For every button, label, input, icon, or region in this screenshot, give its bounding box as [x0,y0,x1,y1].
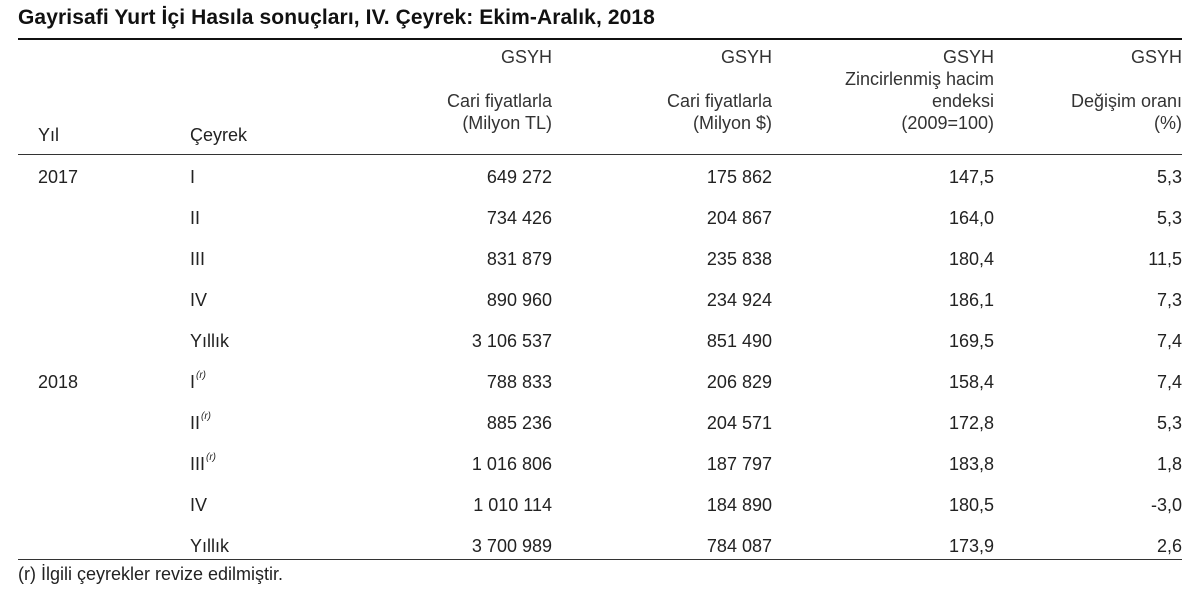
cell-current-prices-tl: 3 106 537 [471,331,552,351]
header-line: endeksi [931,91,994,111]
header-volume-index [845,46,994,134]
header-line: (2009=100) [901,113,994,133]
cell-change-rate: 5,3 [1156,208,1182,228]
quarter-label: III [190,454,206,474]
header-line [667,68,772,90]
header-year: Yıl [38,125,60,145]
header-line: GSYH [500,47,552,67]
cell-quarter [190,494,207,516]
quarter-label: IV [190,495,208,515]
quarter-label: IV [190,290,208,310]
header-line: Zincirlenmiş hacim [844,69,994,89]
quarter-label: I [190,167,196,187]
cell-change-rate: 7,4 [1156,331,1182,351]
cell-current-prices-tl: 1 010 114 [473,495,552,515]
cell-volume-index: 169,5 [948,331,994,351]
cell-current-prices-usd: 187 797 [706,454,772,474]
cell-current-prices-usd: 235 838 [706,249,772,269]
header-line: GSYH [942,47,994,67]
cell-current-prices-tl: 890 960 [486,290,552,310]
header-current-prices-tl [447,46,552,134]
cell-volume-index: 186,1 [948,290,994,310]
cell-current-prices-usd: 206 829 [706,372,772,392]
cell-current-prices-usd: 204 571 [706,413,772,433]
header-line: Cari fiyatlarla [666,91,772,111]
quarter-label: III [190,249,206,269]
cell-year: 2017 [38,167,79,187]
cell-current-prices-usd: 851 490 [706,331,772,351]
cell-quarter [190,207,200,229]
cell-current-prices-tl: 734 426 [486,208,552,228]
header-quarter: Çeyrek [190,125,248,145]
revised-marker: (r) [201,411,212,422]
header-line: (Milyon $) [692,113,772,133]
revised-marker: (r) [206,452,217,463]
header-line: (%) [1154,113,1182,133]
cell-quarter [190,330,229,352]
cell-quarter [190,248,205,270]
header-line: GSYH [720,47,772,67]
top-rule [18,38,1182,40]
cell-volume-index: 173,9 [948,536,994,556]
bottom-rule [18,559,1182,560]
cell-quarter [190,412,211,434]
cell-current-prices-tl: 1 016 806 [471,454,552,474]
cell-current-prices-usd: 184 890 [706,495,772,515]
cell-current-prices-tl: 788 833 [486,372,552,392]
cell-change-rate: 1,8 [1156,454,1182,474]
cell-volume-index: 158,4 [948,372,994,392]
cell-volume-index: 180,4 [948,249,994,269]
header-line: GSYH [1130,47,1182,67]
cell-volume-index: 183,8 [948,454,994,474]
cell-change-rate: 11,5 [1148,249,1182,269]
cell-current-prices-usd: 175 862 [706,167,772,187]
cell-year: 2018 [38,372,79,392]
cell-quarter [190,289,207,311]
cell-quarter [190,535,229,557]
cell-volume-index: 147,5 [948,167,994,187]
cell-change-rate: -3,0 [1150,495,1182,515]
cell-current-prices-usd: 784 087 [706,536,772,556]
quarter-label: I [190,372,196,392]
cell-current-prices-tl: 831 879 [486,249,552,269]
header-line [1071,68,1182,90]
cell-current-prices-usd: 204 867 [706,208,772,228]
header-line: Cari fiyatlarla [446,91,552,111]
table-title: Gayrisafi Yurt İçi Hasıla sonuçları, IV. Çeyrek: Ekim-Aralık, 2018 [18,6,655,29]
cell-current-prices-tl: 649 272 [486,167,552,187]
cell-volume-index: 180,5 [948,495,994,515]
quarter-label: Yıllık [190,331,230,351]
quarter-label: Yıllık [190,536,230,556]
header-current-prices-usd [667,46,772,134]
cell-quarter [190,166,195,188]
cell-quarter [190,371,206,393]
header-change-rate [1071,46,1182,134]
cell-change-rate: 7,4 [1156,372,1182,392]
quarter-label: II [190,413,201,433]
header-line [447,68,552,90]
cell-change-rate: 5,3 [1156,413,1182,433]
quarter-label: II [190,208,201,228]
cell-quarter [190,453,216,475]
header-rule [18,154,1182,155]
cell-current-prices-tl: 885 236 [486,413,552,433]
cell-volume-index: 164,0 [948,208,994,228]
cell-volume-index: 172,8 [948,413,994,433]
cell-current-prices-tl: 3 700 989 [471,536,552,556]
cell-change-rate: 7,3 [1156,290,1182,310]
cell-change-rate: 2,6 [1156,536,1182,556]
revised-marker: (r) [196,370,207,381]
header-line: (Milyon TL) [462,113,552,133]
cell-current-prices-usd: 234 924 [706,290,772,310]
cell-change-rate: 5,3 [1156,167,1182,187]
header-line: Değişim oranı [1070,91,1182,111]
footnote: (r) İlgili çeyrekler revize edilmiştir. [18,564,284,584]
